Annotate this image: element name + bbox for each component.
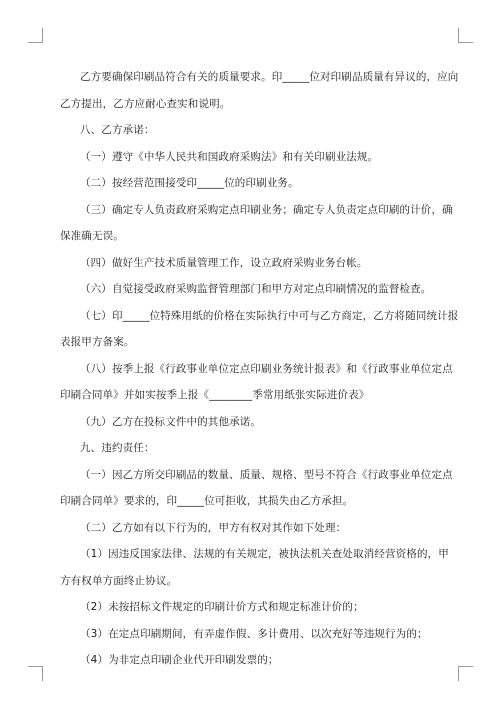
text-line: （4）为非定点印刷企业代开印刷发票的； bbox=[80, 654, 279, 666]
text-line: （四）做好生产技术质量管理工作，设立政府采购业务台帐。 bbox=[80, 256, 368, 269]
text-line: 乙方提出，乙方应耐心查实和说明。 bbox=[60, 97, 231, 110]
document-body bbox=[60, 64, 459, 674]
text-line: （3）在定点印刷期间，有弄虚作假、多计费用、以次充好等违规行为的； bbox=[80, 627, 428, 640]
text-line: （三）确定专人负责政府采购定点印刷业务；确定专人负责定点印刷的计价，确 bbox=[80, 203, 453, 216]
crop-mark-bottom-left bbox=[28, 666, 43, 681]
text-line: （一）遵守《中华人民共和国政府采购法》和有关印刷业法规。 bbox=[80, 150, 379, 163]
text-line: （二）按经营范围接受印_____位的印刷业务。 bbox=[80, 177, 299, 189]
text-line: （1）因违反国家法律、法规的有关规定，被执法机关查处取消经营资格的，甲 bbox=[80, 548, 449, 560]
text-line: （2）未按招标文件规定的印刷计价方式和规定标准计价的； bbox=[80, 601, 364, 613]
text-line: 乙方要确保印刷品符合有关的质量要求。印_____位对印刷品质量有异议的，应向 bbox=[80, 71, 459, 83]
text-line: （二）乙方如有以下行为的，甲方有权对其作如下处理： bbox=[80, 521, 347, 534]
crop-mark-top-left bbox=[28, 28, 43, 43]
text-line: 方有权单方面终止协议。 bbox=[60, 574, 178, 587]
text-line: 表报甲方备案。 bbox=[60, 336, 135, 348]
text-line: （八）按季上报《行政事业单位定点印刷业务统计报表》和《行政事业单位定点 bbox=[80, 362, 453, 375]
text-line: 九、违约责任： bbox=[80, 442, 155, 454]
crop-mark-bottom-right bbox=[458, 666, 473, 681]
text-line: 保准确无误。 bbox=[60, 230, 124, 242]
text-line: （六）自觉接受政府采购监督管理部门和甲方对定点印刷情况的监督检查。 bbox=[80, 283, 432, 295]
text-line: （九）乙方在投标文件中的其他承诺。 bbox=[80, 415, 262, 428]
text-line: （七）印_____位特殊用纸的价格在实际执行中可与乙方商定，乙方将随同统计报 bbox=[80, 309, 459, 322]
text-line: 八、乙方承诺： bbox=[80, 124, 155, 136]
crop-mark-top-right bbox=[458, 28, 473, 43]
text-line: 印刷合同单》要求的，印_____位可拒收，其损失由乙方承担。 bbox=[60, 495, 354, 507]
text-line: （一）因乙方所交印刷品的数量、质量、规格、型号不符合《行政事业单位定点 bbox=[80, 468, 453, 481]
text-line: 印刷合同单》并如实按季上报《________季常用纸张实际进价表》 bbox=[60, 389, 370, 401]
